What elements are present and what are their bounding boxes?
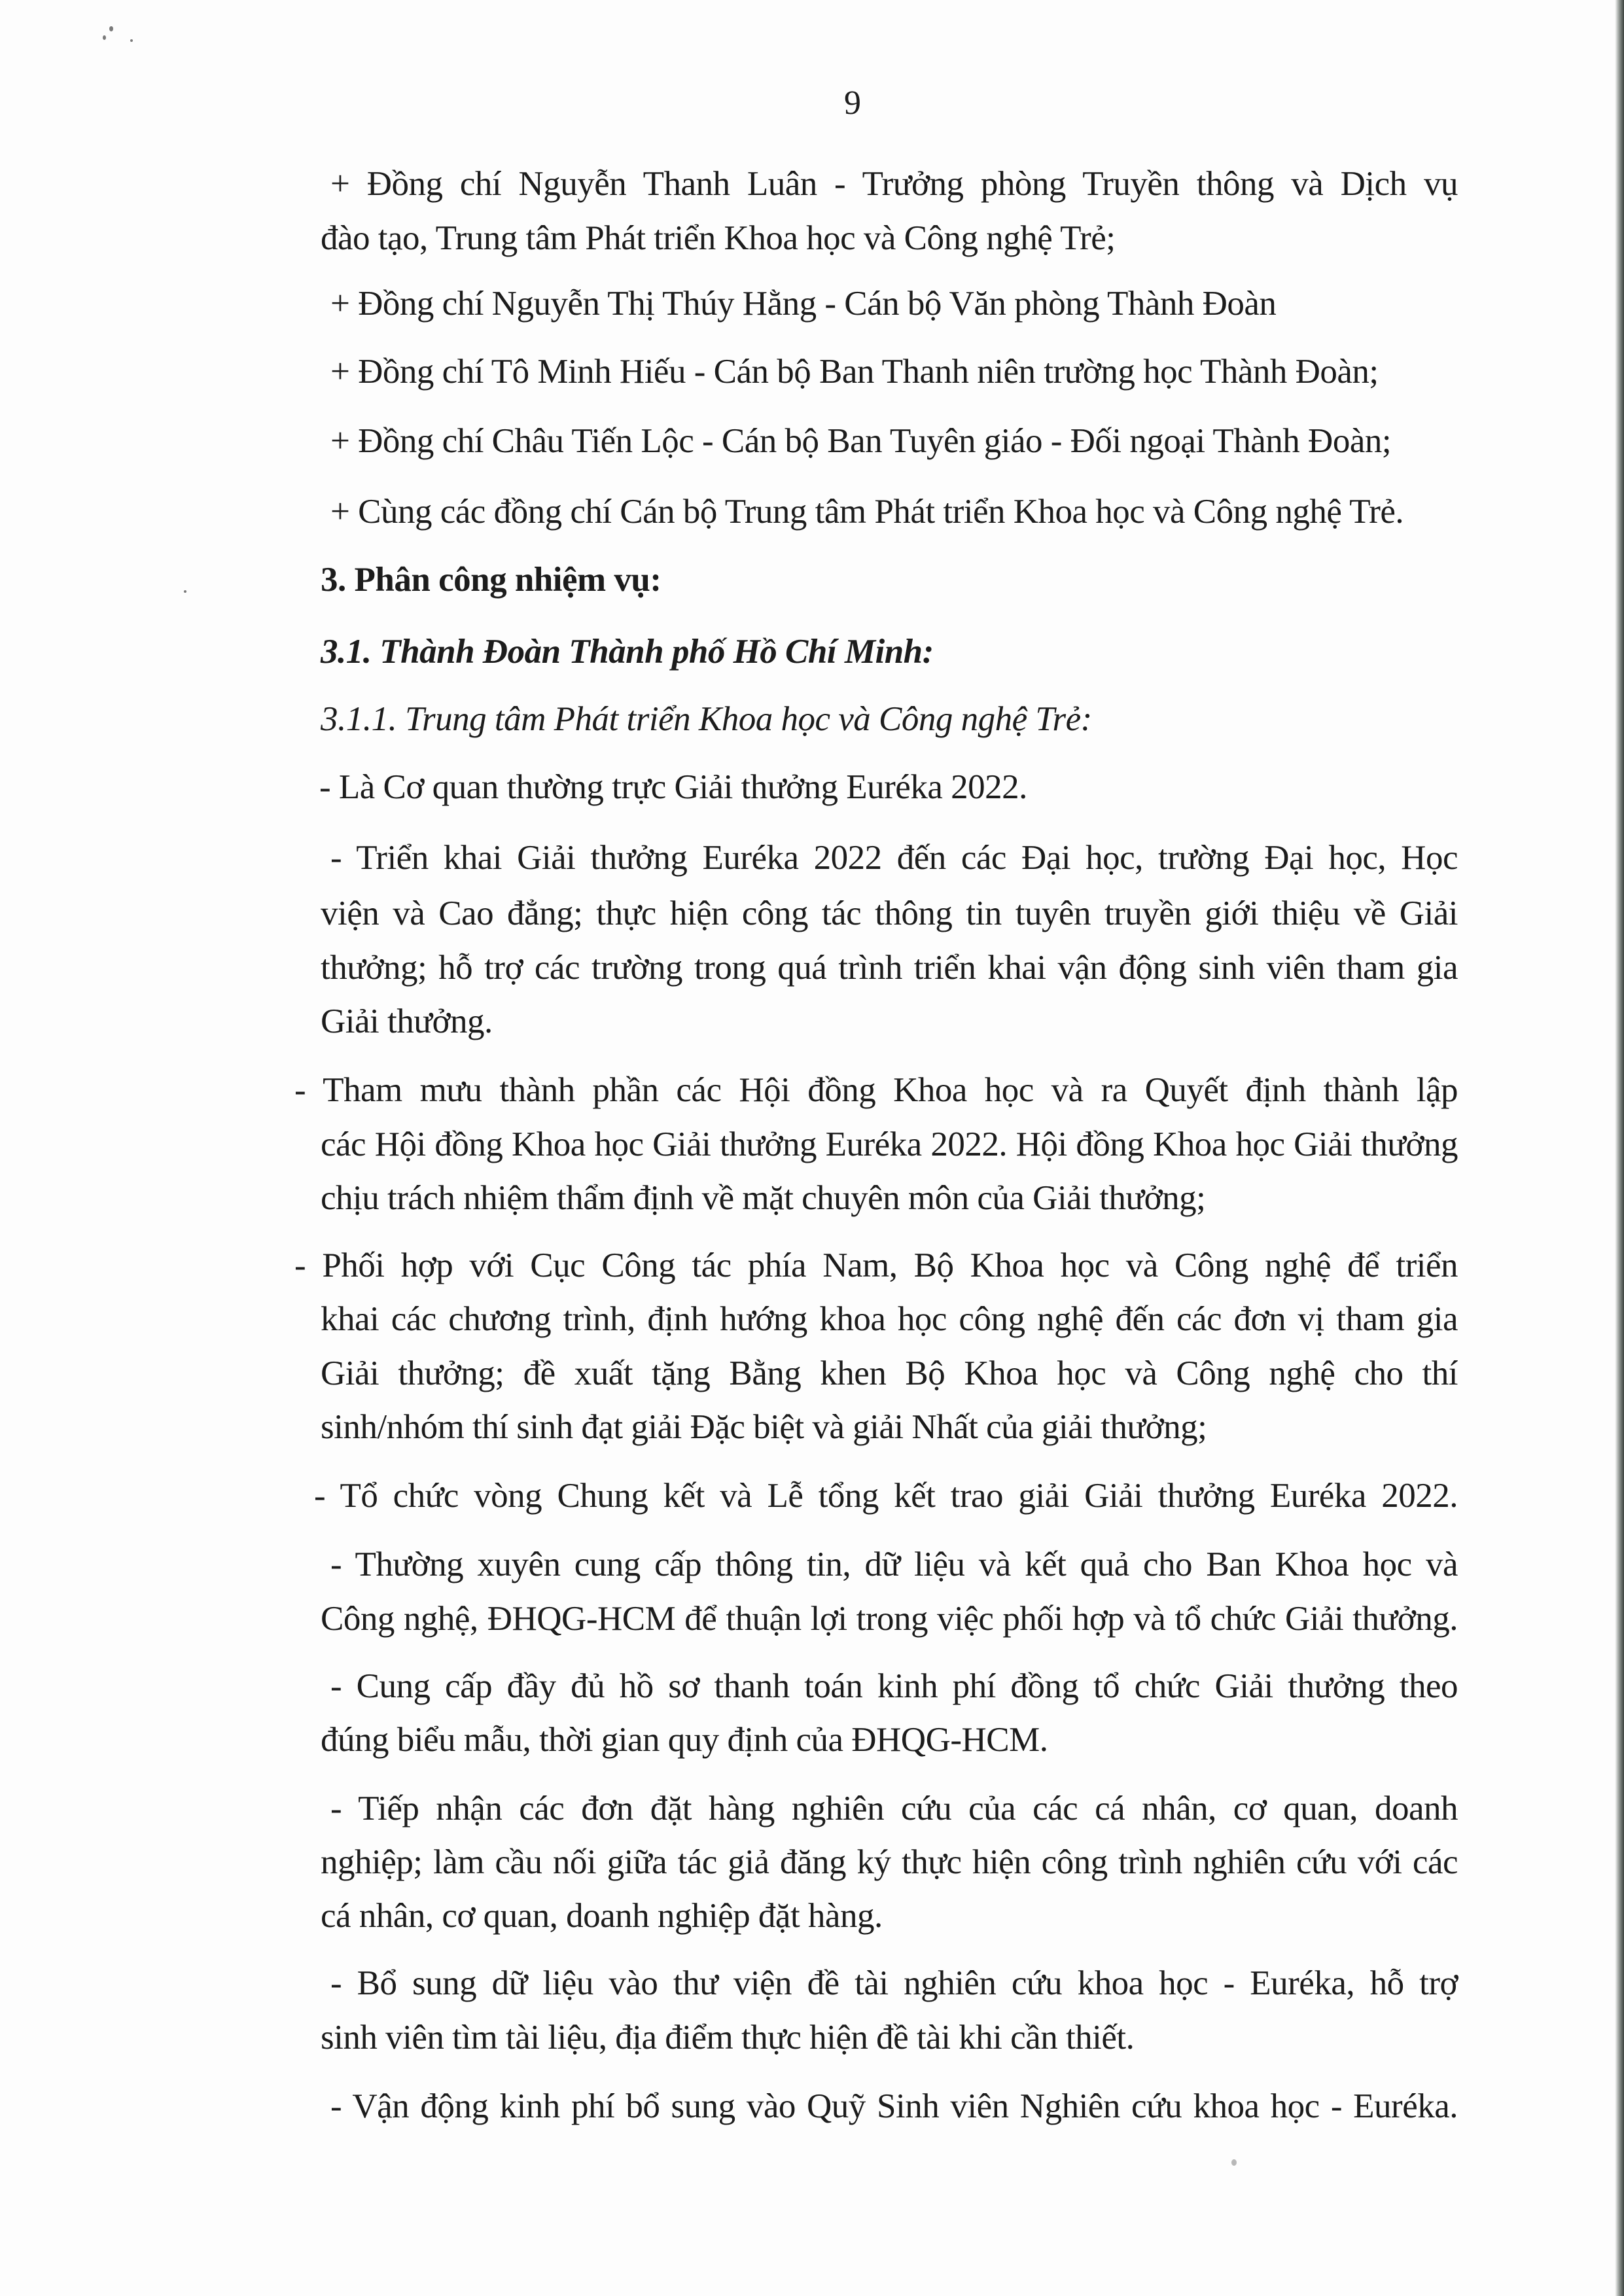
task-item-continued: sinh/nhóm thí sinh đạt giải Đặc biệt và giải Nhất của giải thưởng; — [321, 1408, 1207, 1446]
member-line: + Đồng chí Nguyễn Thanh Luân - Trưởng phòng Truyền thông và Dịch vụ — [330, 165, 1458, 203]
task-item: - Cung cấp đầy đủ hồ sơ thanh toán kinh phí đồng tổ chức Giải thưởng theo — [330, 1667, 1458, 1705]
task-item: - Triển khai Giải thưởng Euréka 2022 đến các Đại học, trường Đại học, Học — [330, 839, 1458, 877]
subsection-heading: 3.1. Thành Đoàn Thành phố Hồ Chí Minh: — [321, 633, 934, 671]
member-line: + Đồng chí Nguyễn Thị Thúy Hằng - Cán bộ Văn phòng Thành Đoàn — [330, 285, 1277, 323]
task-item: - Vận động kinh phí bổ sung vào Quỹ Sinh viên Nghiên cứu khoa học - Euréka. — [330, 2087, 1458, 2125]
scan-speck — [109, 26, 113, 31]
task-item-continued: Giải thưởng. — [321, 1002, 493, 1040]
task-item-continued: viện và Cao đẳng; thực hiện công tác thông tin tuyên truyền giới thiệu về Giải — [321, 894, 1458, 932]
task-item-continued: nghiệp; làm cầu nối giữa tác giả đăng ký thực hiện công trình nghiên cứu với các — [321, 1843, 1458, 1881]
task-item: - Phối hợp với Cục Công tác phía Nam, Bộ Khoa học và Công nghệ để triển — [294, 1246, 1458, 1284]
task-item-continued: Giải thưởng; đề xuất tặng Bằng khen Bộ Khoa học và Công nghệ cho thí — [321, 1354, 1458, 1392]
task-item: - Là Cơ quan thường trực Giải thưởng Euréka 2022. — [319, 768, 1027, 806]
scan-speck — [130, 39, 133, 42]
task-item-continued: cá nhân, cơ quan, doanh nghiệp đặt hàng. — [321, 1897, 883, 1935]
task-item-continued: đúng biểu mẫu, thời gian quy định của ĐHQG-HCM. — [321, 1721, 1048, 1759]
page-number: 9 — [844, 84, 861, 122]
task-item: - Thường xuyên cung cấp thông tin, dữ liệu và kết quả cho Ban Khoa học và — [330, 1545, 1458, 1583]
task-item-continued: chịu trách nhiệm thẩm định về mặt chuyên môn của Giải thưởng; — [321, 1179, 1206, 1217]
task-item-continued: thưởng; hỗ trợ các trường trong quá trình triển khai vận động sinh viên tham gia — [321, 949, 1458, 987]
subsubsection-heading: 3.1.1. Trung tâm Phát triển Khoa học và Công nghệ Trẻ: — [321, 700, 1092, 738]
task-item: - Tổ chức vòng Chung kết và Lễ tổng kết trao giải Giải thưởng Euréka 2022. — [314, 1477, 1458, 1515]
member-line: + Đồng chí Châu Tiến Lộc - Cán bộ Ban Tuyên giáo - Đối ngoại Thành Đoàn; — [330, 422, 1392, 460]
task-item-continued: các Hội đồng Khoa học Giải thưởng Euréka 2022. Hội đồng Khoa học Giải thưởng — [321, 1125, 1458, 1163]
scan-speck — [184, 590, 186, 593]
member-line-continued: đào tạo, Trung tâm Phát triển Khoa học và Công nghệ Trẻ; — [321, 219, 1116, 257]
scan-speck — [1231, 2159, 1237, 2166]
task-item: - Tham mưu thành phần các Hội đồng Khoa học và ra Quyết định thành lập — [294, 1071, 1458, 1109]
task-item: - Bổ sung dữ liệu vào thư viện đề tài nghiên cứu khoa học - Euréka, hỗ trợ — [330, 1964, 1458, 2002]
scan-speck — [103, 35, 106, 40]
task-item-continued: sinh viên tìm tài liệu, địa điểm thực hiện đề tài khi cần thiết. — [321, 2019, 1135, 2057]
member-line: + Cùng các đồng chí Cán bộ Trung tâm Phát triển Khoa học và Công nghệ Trẻ. — [330, 493, 1404, 531]
task-item-continued: Công nghệ, ĐHQG-HCM để thuận lợi trong việc phối hợp và tổ chức Giải thưởng. — [321, 1600, 1458, 1638]
member-line: + Đồng chí Tô Minh Hiếu - Cán bộ Ban Thanh niên trường học Thành Đoàn; — [330, 353, 1379, 391]
scan-edge — [1615, 0, 1624, 2296]
task-item: - Tiếp nhận các đơn đặt hàng nghiên cứu của các cá nhân, cơ quan, doanh — [330, 1790, 1458, 1828]
section-heading: 3. Phân công nhiệm vụ: — [321, 561, 662, 599]
task-item-continued: khai các chương trình, định hướng khoa học công nghệ đến các đơn vị tham gia — [321, 1300, 1458, 1338]
